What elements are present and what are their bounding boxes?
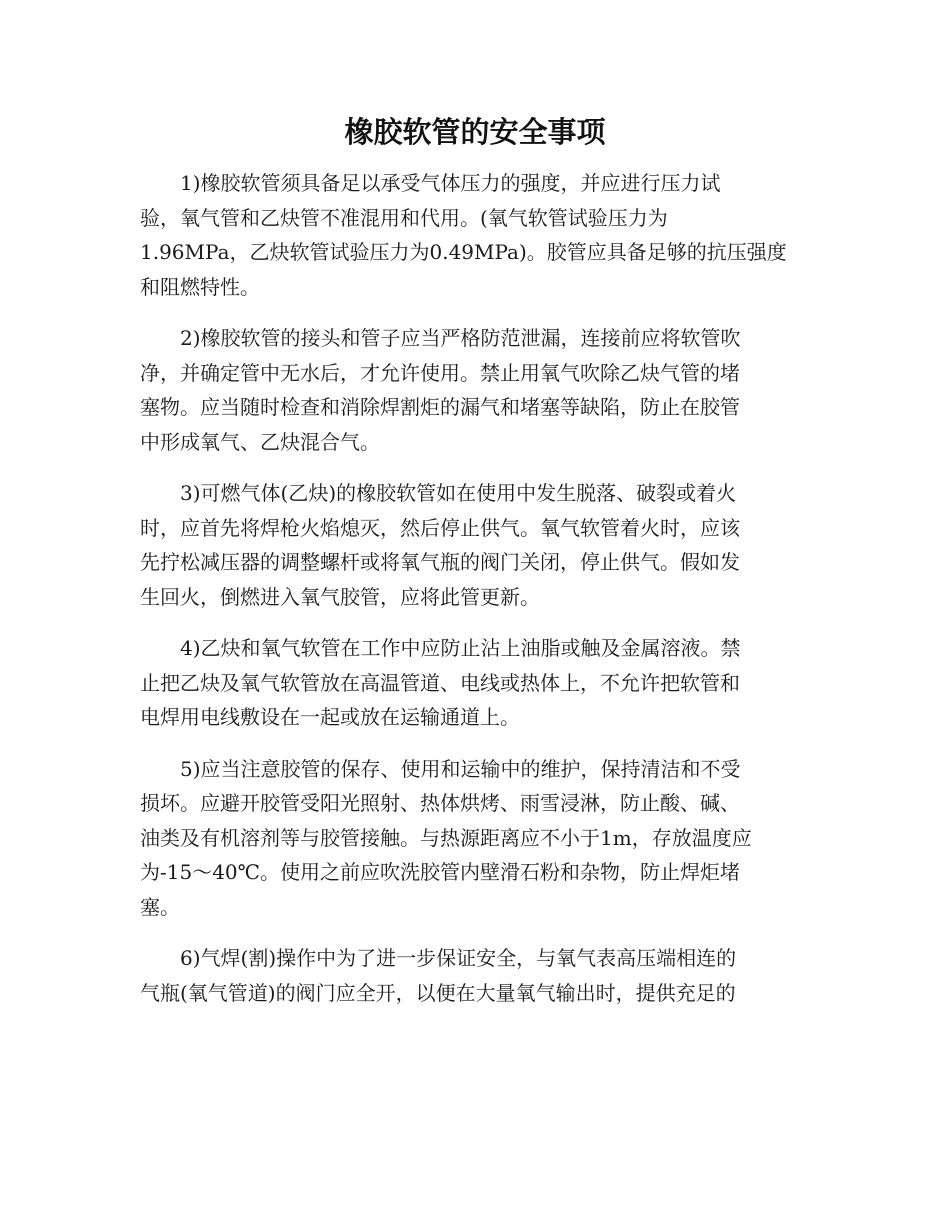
paragraph-line: 生回火，倒燃进入氧气胶管，应将此管更新。 <box>140 584 540 609</box>
paragraph-5 <box>140 752 810 925</box>
paragraph-line: 3)可燃气体(乙炔)的橡胶软管如在使用中发生脱落、破裂或着火 <box>180 481 737 505</box>
paragraph-line: 和阻燃特性。 <box>140 274 260 299</box>
document-body <box>140 166 810 1027</box>
paragraph-line: 净，并确定管中无水后，才允许使用。禁止用氧气吹除乙炔气管的堵 <box>140 360 740 385</box>
paragraph-line: 电焊用电线敷设在一起或放在运输通道上。 <box>140 705 520 729</box>
paragraph-line: 中形成氧气、乙炔混合气。 <box>140 429 380 454</box>
paragraph-line: 1)橡胶软管须具备足以承受气体压力的强度，并应进行压力试 <box>180 171 721 195</box>
paragraph-line: 止把乙炔及氧气软管放在高温管道、电线或热体上，不允许把软管和 <box>140 670 740 695</box>
paragraph-2 <box>140 321 810 459</box>
paragraph-line: 5)应当注意胶管的保存、使用和运输中的维护，保持清洁和不受 <box>180 756 741 781</box>
paragraph-line: 油类及有机溶剂等与胶管接触。与热源距离应不小于1m，存放温度应 <box>140 825 752 850</box>
paragraph-line: 2)橡胶软管的接头和管子应当严格防范泄漏，连接前应将软管吹 <box>180 326 741 350</box>
paragraph-6 <box>140 941 810 1010</box>
document-title: 橡胶软管的安全事项 <box>344 115 606 149</box>
paragraph-line: 1.96MPa，乙炔软管试验压力为0.49MPa)。胶管应具备足够的抗压强度 <box>140 240 787 264</box>
paragraph-1 <box>140 166 810 304</box>
paragraph-line: 验，氧气管和乙炔管不准混用和代用。(氧气软管试验压力为 <box>140 205 668 230</box>
paragraph-line: 塞。 <box>140 894 180 919</box>
paragraph-line: 6)气焊(割)操作中为了进一步保证安全，与氧气表高压端相连的 <box>180 946 737 970</box>
paragraph-line: 损坏。应避开胶管受阳光照射、热体烘烤、雨雪浸淋，防止酸、碱、 <box>140 791 740 815</box>
paragraph-line: 4)乙炔和氧气软管在工作中应防止沾上油脂或触及金属溶液。禁 <box>180 636 741 660</box>
paragraph-line: 先拧松减压器的调整螺杆或将氧气瓶的阀门关闭，停止供气。假如发 <box>140 550 740 574</box>
paragraph-3 <box>140 476 810 614</box>
paragraph-line: 塞物。应当随时检查和消除焊割炬的漏气和堵塞等缺陷，防止在胶管 <box>140 395 740 419</box>
paragraph-line: 为-15～40℃。使用之前应吹洗胶管内壁滑石粉和杂物，防止焊炬堵 <box>140 860 741 884</box>
paragraph-line: 时，应首先将焊枪火焰熄灭，然后停止供气。氧气软管着火时，应该 <box>140 515 740 540</box>
paragraph-4 <box>140 631 810 735</box>
paragraph-line: 气瓶(氧气管道)的阀门应全开，以便在大量氧气输出时，提供充足的 <box>140 980 736 1005</box>
